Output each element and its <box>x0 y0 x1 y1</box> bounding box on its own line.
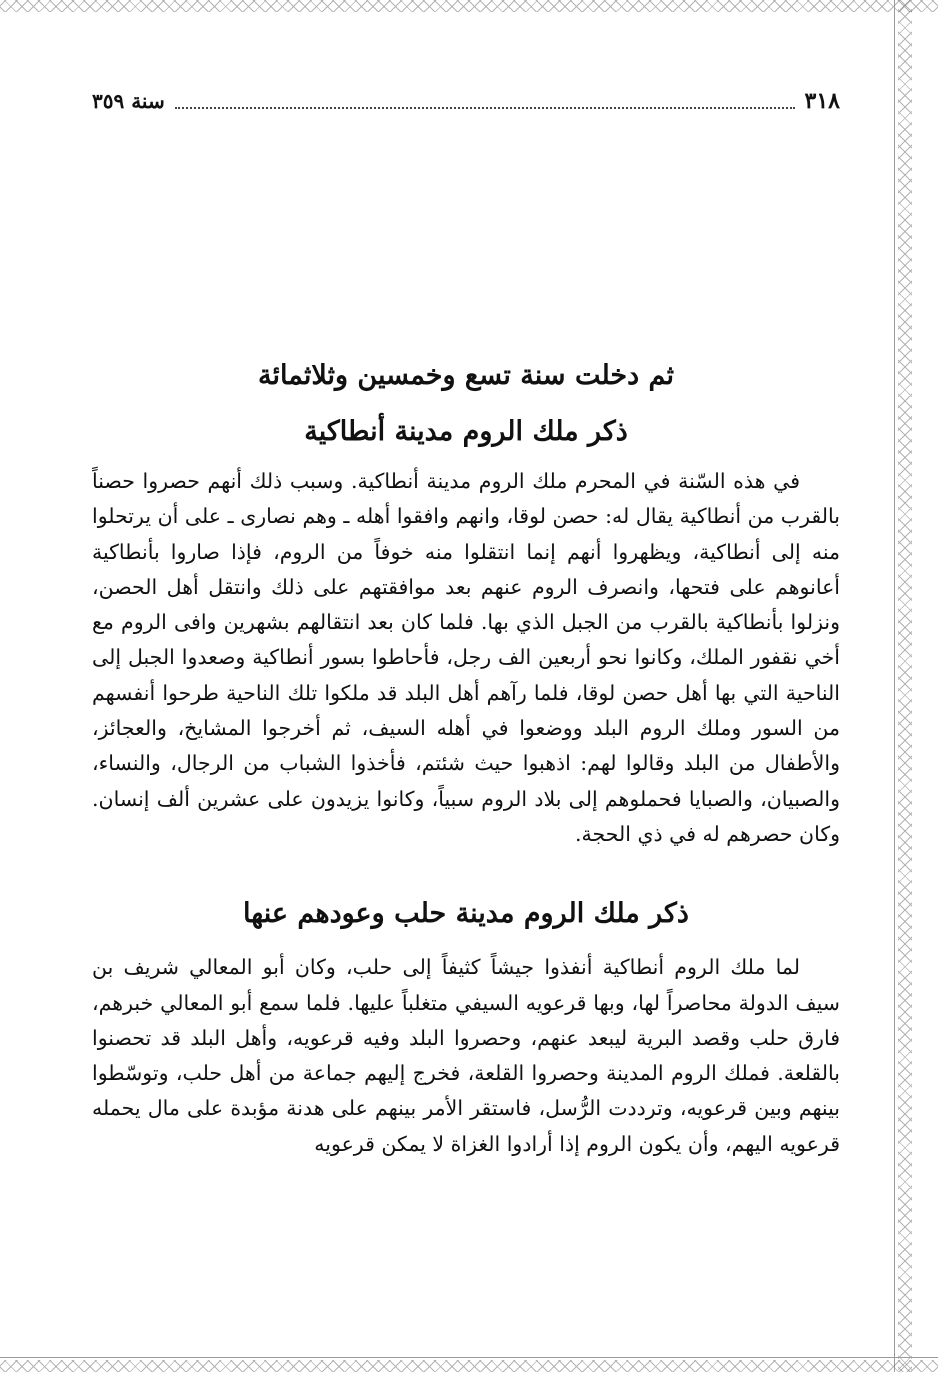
header-dotted-leader <box>175 93 795 109</box>
decorative-border-top <box>0 0 938 12</box>
section-heading-aleppo: ذكر ملك الروم مدينة حلب وعودهم عنها <box>243 898 689 930</box>
decorative-border-right <box>898 0 912 1372</box>
section-paragraph-antioch: في هذه السّنة في المحرم ملك الروم مدينة أنطاكية. وسبب ذلك أنهم حصروا حصناً بالقرب من أنطاكية يقال له: حصن لوقا، وانهم وافقوا أهله ـ وهم نصارى ـ على أن يرتحلوا منه إلى أنطاكية، ويظهروا أنهم إنما انتقلوا منه خوفاً من الروم، فإذا صاروا بأنطاكية أعانوهم على فتحها، وانصرف الروم عنهم بعد موافقتهم على ذلك وانتقل أهل الحصن، ونزلوا بأنطاكية بالقرب من الجبل الذي بها. فلما كان بعد انتقالهم بشهرين وافى الروم مع أخي نقفور الملك، وكانوا نحو أربعين الف رجل، فأحاطوا بسور أنطاكية وصعدوا الجبل إلى الناحية التي بها أهل حصن لوقا، فلما رآهم أهل البلد قد ملكوا تلك الناحية طرحوا أنفسهم من السور وملك الروم البلد ووضعوا في أهله السيف، ثم أخرجوا المشايخ، والعجائز، والأطفال من البلد وقالوا لهم: اذهبوا حيث شئتم، فأخذوا الشباب من الرجال، والنساء، والصبيان، والصبايا فحملوهم إلى بلاد الروم سبياً، وكانوا يزيدون على عشرين ألف إنسان. وكان حصرهم له في ذي الحجة. <box>92 469 840 846</box>
decorative-border-bottom-rule <box>0 1357 938 1358</box>
decorative-border-right-rule <box>894 0 895 1372</box>
page-content <box>92 350 840 1162</box>
decorative-border-bottom <box>0 1360 938 1372</box>
section-heading-antioch: ذكر ملك الروم مدينة أنطاكية <box>304 416 628 447</box>
section-paragraph-aleppo: لما ملك الروم أنطاكية أنفذوا جيشاً كثيفاً إلى حلب، وكان أبو المعالي شريف بن سيف الدولة محاصراً لها، وبها قرعويه السيفي متغلباً عليها. فلما سمع أبو المعالي خبرهم، فارق حلب وقصد البرية ليبعد عنهم، وحصروا البلد وفيه قرعويه، وأهل البلد قد تحصنوا بالقلعة. فملك الروم المدينة وحصروا القلعة، فخرج إليهم جماعة من أهل حلب، وتوسّطوا بينهم وبين قرعويه، وترددت الرُّسل، فاستقر الأمر بينهم على هدنة مؤبدة على مال يحمله قرعويه اليهم، وأن يكون الروم إذا أرادوا الغزاة لا يمكن قرعويه <box>92 955 840 1156</box>
running-header <box>92 86 840 116</box>
header-year-label: سنة ٣٥٩ <box>92 89 165 113</box>
chapter-title: ثم دخلت سنة تسع وخمسين وثلاثمائة <box>258 360 674 391</box>
page-number: ٣١٨ <box>804 88 840 114</box>
